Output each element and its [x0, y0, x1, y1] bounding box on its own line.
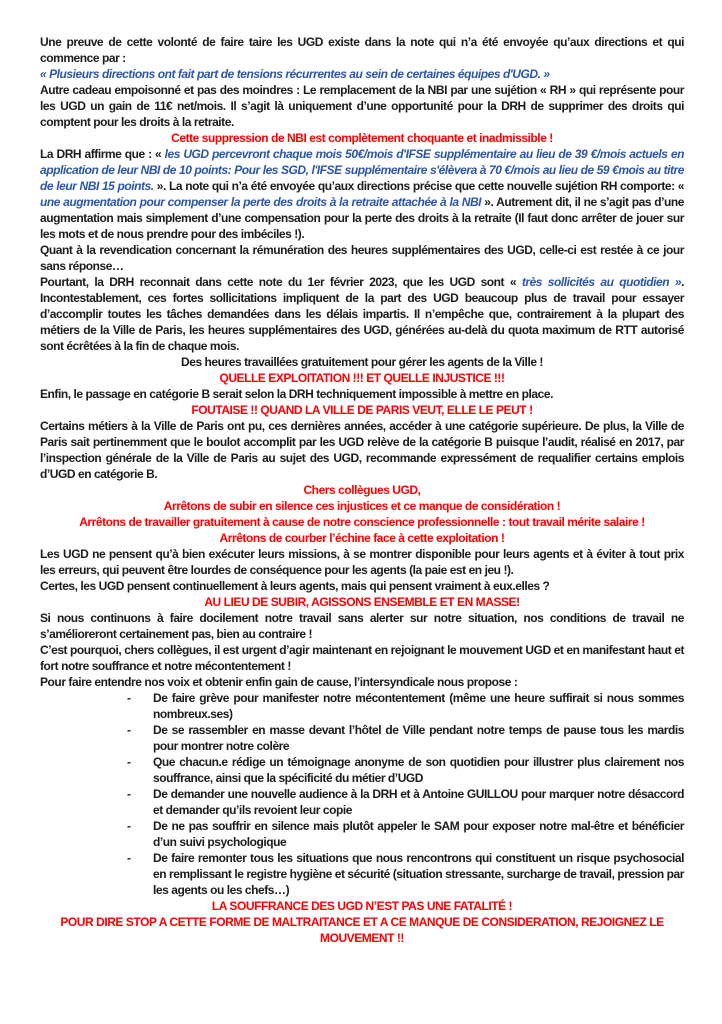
- paragraph-intersyndicale: [40, 674, 684, 690]
- quote-run: une augmentation pour compenser la perte des droits à la retraite attachée à la NBI: [40, 195, 482, 209]
- dash-bullet-icon: -: [127, 755, 131, 769]
- alert-run: LA SOUFFRANCE DES UGD N’EST PAS UNE FATALITÉ !: [211, 899, 513, 913]
- text-run: Certains métiers à la Ville de Paris ont pu, ces dernières années, accéder à une catégorie supérieure. De plus, la Ville de Paris sait pertinemment que le boulot accomplit par les UGD relève de la catégorie B puisque l’audit, réalisé en 2017, par l’inspection générale de la Ville de Paris au sujet des UGD, recommande expressément de requalifier certains emplois d’UGD en catégorie B.: [40, 419, 684, 481]
- alert-run: FOUTAISE !! QUAND LA VILLE DE PARIS VEUT, ELLE LE PEUT !: [191, 403, 533, 417]
- list-item-text: De se rassembler en masse devant l’hôtel de Ville pendant notre temps de pause tous les mardis pour montrer notre colère: [153, 723, 684, 753]
- text-run: Des heures travaillées gratuitement pour gérer les agents de la Ville !: [181, 355, 543, 369]
- list-item-text: De demander une nouvelle audience à la DRH et à Antoine GUILLOU pour marquer notre désaccord et demander qu’ils revoient leur copie: [153, 787, 684, 817]
- headline-agissons: [40, 594, 684, 610]
- quote-run: très sollicités au quotidien »: [521, 275, 682, 289]
- alert-run: Arrêtons de subir en silence ces injustices et ce manque de considération !: [163, 499, 561, 513]
- headline-heures-gratuites: [40, 354, 684, 370]
- alert-run: POUR DIRE STOP A CETTE FORME DE MALTRAITANCE ET A CE MANQUE DE CONSIDERATION, REJOIGNEZ LE MOUVEMENT !!: [60, 915, 664, 945]
- text-run: Enfin, le passage en catégorie B serait selon la DRH techniquement impossible à mettre en place.: [40, 387, 553, 401]
- headline-rejoignez: [40, 914, 684, 946]
- quote-run: « Plusieurs directions ont fait part de tensions récurrentes au sein de certaines équipes d'UGD. »: [40, 67, 550, 81]
- headline-arretons-travailler: [40, 514, 684, 530]
- paragraph-intro: [40, 34, 684, 66]
- paragraph-drh-affirme: [40, 146, 684, 242]
- text-run: Quant à la revendication concernant la rémunération des heures supplémentaires des UGD, celle-ci est restée à ce jour sans réponse…: [40, 243, 684, 273]
- dash-bullet-icon: -: [127, 787, 131, 801]
- paragraph-certes: [40, 578, 684, 594]
- list-item: [127, 850, 684, 898]
- list-item-text: De faire grève pour manifester notre mécontentement (même une heure suffirait si nous sommes nombreux.ses): [153, 691, 684, 721]
- text-run: Si nous continuons à faire docilement notre travail sans alerter sur notre situation, nos conditions de travail ne s’amélioreront certainement pas, bien au contraire !: [40, 611, 684, 641]
- headline-arretons-courber: [40, 530, 684, 546]
- proposal-list: [40, 690, 684, 898]
- headline-arretons-subir: [40, 498, 684, 514]
- paragraph-sollicites: [40, 274, 684, 354]
- alert-run: QUELLE EXPLOITATION !!! ET QUELLE INJUSTICE !!!: [219, 371, 505, 385]
- text-run: Certes, les UGD pensent continuellement à leurs agents, mais qui pensent vraiment à eux.elles ?: [40, 579, 550, 593]
- headline-fatalite: [40, 898, 684, 914]
- paragraph-docilement: [40, 610, 684, 642]
- alert-run: Chers collègues UGD,: [303, 483, 421, 497]
- list-item-text: De ne pas souffrir en silence mais plutôt appeler le SAM pour exposer notre mal-être et bénéficier d’un suivi psychologique: [153, 819, 684, 849]
- text-run: Pour faire entendre nos voix et obtenir enfin gain de cause, l’intersyndicale nous propose :: [40, 675, 518, 689]
- paragraph-audit: [40, 418, 684, 482]
- paragraph-revendication: [40, 242, 684, 274]
- list-item-text: De faire remonter tous les situations que nous rencontrons qui constituent un risque psychosocial en remplissant le registre hygiène et sécurité (situation stressante, surcharge de travail, pression par les agents ou les chefs…): [153, 851, 684, 897]
- text-run: C’est pourquoi, chers collègues, il est urgent d’agir maintenant en rejoignant le mouvement UGD et en manifestant haut et fort notre souffrance et notre mécontentement !: [40, 643, 684, 673]
- list-item: [127, 818, 684, 850]
- headline-suppression-nbi: [40, 130, 684, 146]
- alert-run: Cette suppression de NBI est complètement choquante et inadmissible !: [171, 131, 553, 145]
- list-item: [127, 754, 684, 786]
- dash-bullet-icon: -: [127, 819, 131, 833]
- headline-exploitation: [40, 370, 684, 386]
- list-item: [127, 690, 684, 722]
- alert-run: Arrêtons de travailler gratuitement à cause de notre conscience professionnelle : tout travail mérite salaire !: [79, 515, 645, 529]
- alert-run: Arrêtons de courber l’échine face à cette exploitation !: [219, 531, 505, 545]
- quote-directions: [40, 66, 684, 82]
- list-item: [127, 786, 684, 818]
- dash-bullet-icon: -: [127, 851, 131, 865]
- paragraph-missions: [40, 546, 684, 578]
- text-run: ». La note qui n’a été envoyée qu’aux directions précise que cette nouvelle sujétion RH comporte: «: [153, 179, 684, 193]
- text-run: Une preuve de cette volonté de faire taire les UGD existe dans la note qui n’a été envoyée qu’aux directions et qui commence par :: [40, 35, 684, 65]
- alert-run: AU LIEU DE SUBIR, AGISSONS ENSEMBLE ET EN MASSE!: [204, 595, 520, 609]
- text-run: Autre cadeau empoisonné et pas des moindres : Le remplacement de la NBI par une sujétion « RH » qui représente pour les UGD un gain de 11€ net/mois. Il s’agit là uniquement d’une opportunité pour la DRH de supprimer des droits qui comptent pour les droits à la retraite.: [40, 83, 684, 129]
- text-run: ». Autrement dit, il ne s’agit pas d’une augmentation mais simplement d’une compensation pour la perte des droits à la retraite (Il faut donc arrêter de jouer sur les mots et de nous prendre pour des imbéciles !).: [40, 195, 684, 241]
- document-content: [40, 34, 684, 946]
- list-item-text: Que chacun.e rédige un témoignage anonyme de son quotidien pour illustrer plus clairement nos souffrance, ainsi que la spécificité du métier d’UGD: [153, 755, 684, 785]
- text-run: Pourtant, la DRH reconnait dans cette note du 1er février 2023, que les UGD sont «: [40, 275, 522, 289]
- paragraph-urgent: [40, 642, 684, 674]
- headline-chers-collegues: [40, 482, 684, 498]
- text-run: La DRH affirme que : «: [40, 147, 165, 161]
- paragraph-nbi: [40, 82, 684, 130]
- list-item: [127, 722, 684, 754]
- paragraph-categorie-b: [40, 386, 684, 402]
- quote-run: les UGD percevront chaque mois 50€/mois d'IFSE supplémentaire au lieu de 39 €/mois actuels en application de leur NBI de 10 points: Pour les SGD, l'IFSE supplémentaire s'élèvera à 70 €/mois au lieu de 59 €mois au titre de leur NBI 15 points.: [40, 147, 684, 193]
- text-run: Les UGD ne pensent qu’à bien exécuter leurs missions, à se montrer disponible pour leurs agents et à éviter à tout prix les erreurs, qui peuvent être lourdes de conséquence pour les agents (la paie est en jeu !).: [40, 547, 684, 577]
- text-run: . Incontestablement, ces fortes sollicitations impliquent de la part des UGD beaucoup plus de travail pour essayer d’accomplir toutes les tâches demandées dans les délais impartis. Il n’empêche que, contrairement à la plupart des métiers de la Ville de Paris, les heures supplémentaires des UGD, générées au-delà du quota maximum de RTT autorisé sont écrêtées à la fin de chaque mois.: [40, 275, 684, 353]
- dash-bullet-icon: -: [127, 691, 131, 705]
- headline-foutaise: [40, 402, 684, 418]
- dash-bullet-icon: -: [127, 723, 131, 737]
